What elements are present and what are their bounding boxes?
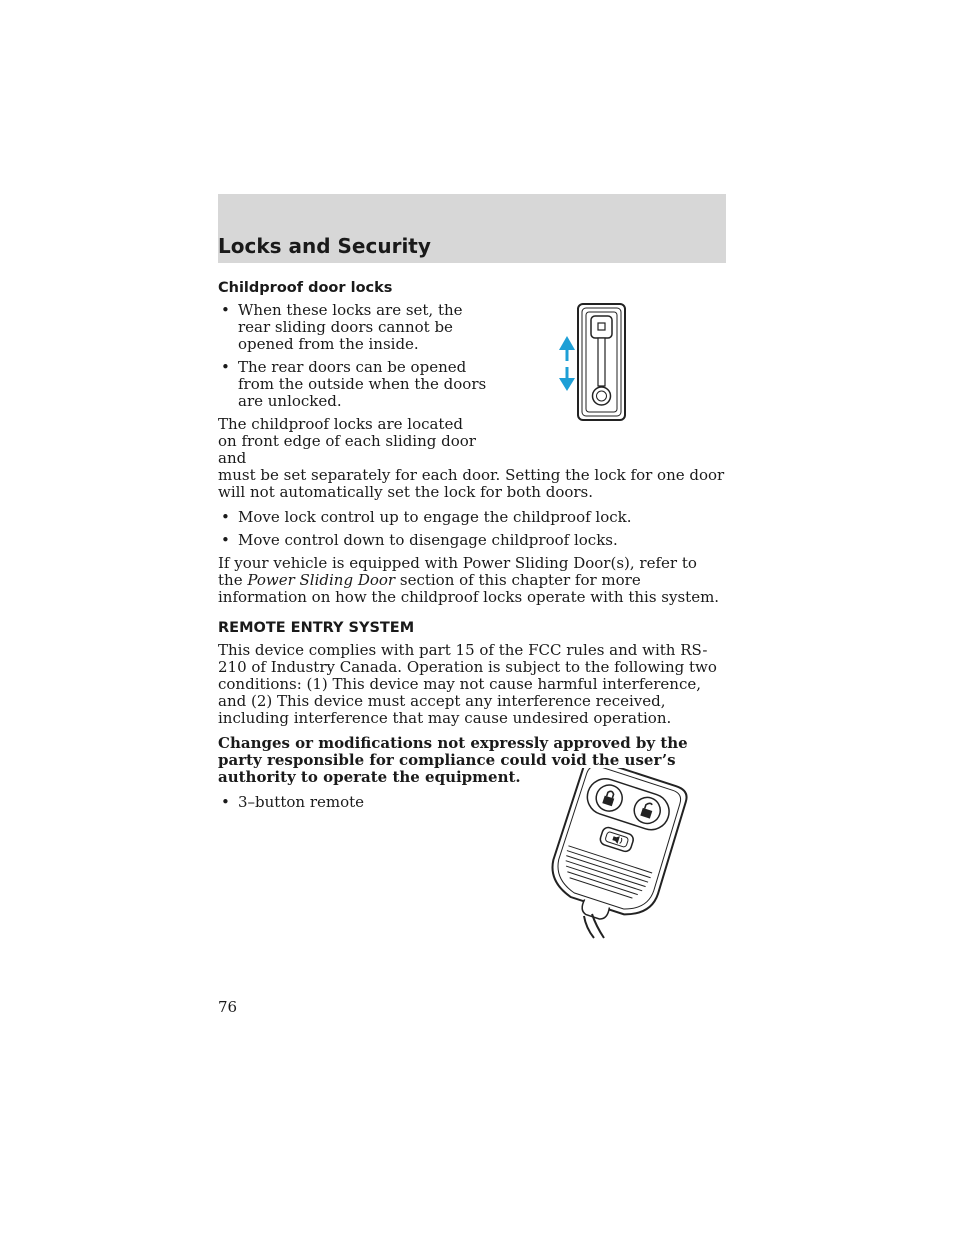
list-item-text: 3–button remote xyxy=(238,793,365,811)
list-item-text: The rear doors can be opened from the outside when the doors are unlocked. xyxy=(238,358,487,410)
location-paragraph xyxy=(218,416,726,501)
page-number: 76 xyxy=(218,998,238,1016)
list-item-text: Move lock control up to engage the childproof lock. xyxy=(238,508,632,526)
location-paragraph-rest: must be set separately for each door. Setting the lock for one door will not automatically set the lock for both doors. xyxy=(218,466,725,501)
power-sliding-door-reference: Power Sliding Door xyxy=(247,571,396,589)
power-sliding-paragraph xyxy=(218,555,726,606)
bullet-dot: • xyxy=(221,358,230,376)
list-item xyxy=(218,532,726,549)
fcc-compliance-paragraph: This device complies with part 15 of the FCC rules and with RS-210 of Industry Canada. Operation is subject to the following two conditions: (1) This device may not cause harmful interference, and (2) This device must accept any interference received, including interference that may cause undesired operation. xyxy=(218,641,717,727)
power-para-prefix: If your vehicle is equipped with Power Sliding Door(s), refer to the xyxy=(218,554,697,589)
bullet-dot: • xyxy=(221,531,230,549)
list-item xyxy=(218,794,726,811)
remote-entry-heading: REMOTE ENTRY SYSTEM xyxy=(218,620,415,636)
bullet-dot: • xyxy=(221,301,230,319)
list-item xyxy=(218,509,726,526)
bullet-dot: • xyxy=(221,508,230,526)
location-paragraph-narrow: The childproof locks are located on front edge of each sliding door and xyxy=(218,415,476,467)
list-item xyxy=(218,359,496,410)
list-item xyxy=(218,302,496,353)
list-item-text: Move control down to disengage childproof locks. xyxy=(238,531,618,549)
section-title: Locks and Security xyxy=(218,234,431,258)
list-item-text: When these locks are set, the rear sliding doors cannot be opened from the inside. xyxy=(238,301,463,353)
bullet-dot: • xyxy=(221,793,230,811)
power-para-suffix: section of this chapter for more information on how the childproof locks operate with this system. xyxy=(218,571,720,606)
modification-warning: Changes or modifications not expressly approved by the party responsible for compliance could void the user’s authority to operate the equipment. xyxy=(218,734,688,786)
childproof-heading: Childproof door locks xyxy=(218,280,393,296)
page-content xyxy=(218,280,726,817)
